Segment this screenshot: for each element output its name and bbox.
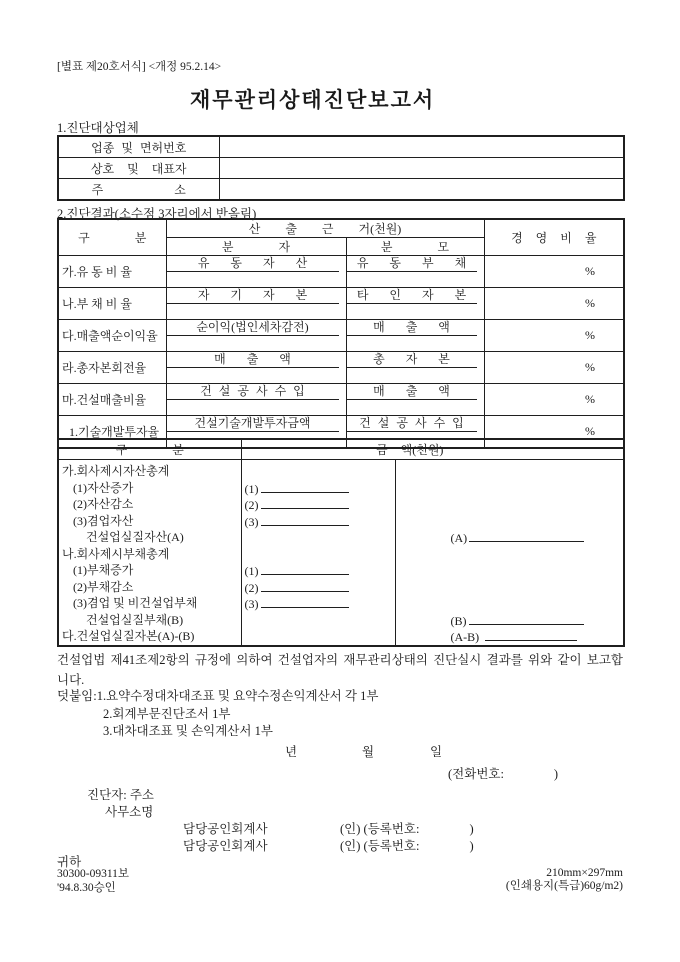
accountant-name: 담당공인회계사 [183,839,268,853]
category-header: 구 분 [58,439,241,460]
denominator-blank [347,336,484,351]
numerator-label: 매 출 액 [167,352,339,368]
amount-line-label: (1)자산증가 [73,480,134,495]
blank-line [261,496,349,509]
numerator-label: 순이익(법인세차감전) [167,320,339,336]
amounts-body-row [58,460,624,646]
percent-cell: % [484,352,624,384]
denominator-blank [347,304,484,319]
denominator-cell [346,384,484,416]
numerator-label: 건설기술개발투자금액 [167,416,339,432]
blank-line [261,513,349,526]
fill-in-line: (2) [242,579,395,596]
office-name-label: 사무소명 [105,805,154,819]
accountant-name: 담당공인회계사 [183,822,268,836]
page-title: 재무관리상태진단보고서 [190,88,436,112]
ratio-label: 1.기술개발투자율 [58,416,166,449]
diagnosis-ratio-table [57,218,625,449]
ratio-label: 다.매출액순이익율 [58,320,166,352]
amounts-table [57,438,625,647]
numerator-label: 자 기 자 본 [167,288,339,304]
denominator-cell [346,320,484,352]
company-value-cell [219,158,624,179]
document-number: 30300-09311보 [57,868,130,880]
date-month-label: 월 [362,745,375,759]
blank-line [469,529,584,542]
ratio-row-profit [58,320,624,352]
accountant-seal-regno: (인) (등록번호: ) [340,839,474,853]
percent-cell: % [484,320,624,352]
denominator-blank [347,400,484,415]
blank-line [469,612,584,625]
ratio-row-construction-sales [58,384,624,416]
license-value-cell [219,136,624,158]
amount-header: 금 액(천원) [241,439,624,460]
ratio-label: 마.건설매출비율 [58,384,166,416]
form-code: [별표 제20호서식] <개정 95.2.14> [57,61,222,73]
numerator-cell [166,288,346,320]
fill-in-line: (1) [242,480,395,497]
closing-statement: 건설업법 제41조제2항의 규정에 의하여 건설업자의 재무관리상태의 진단실시 결과를 위와 같이 보고합니다. [57,653,623,687]
amount-line-label: 건설업실질부채(B) [86,612,184,627]
fill-in-line: (3) [242,595,395,612]
percent-cell: % [484,384,624,416]
amounts-mid-column [241,460,395,646]
fill-in-line: (2) [242,496,395,513]
numerator-label: 건 설 공 사 수 입 [167,384,339,400]
ratio-row-current [58,256,624,288]
denominator-cell [346,288,484,320]
denominator-label: 유 동 부 채 [347,256,477,272]
ratio-label: 가.유 동 비 율 [58,256,166,288]
amount-line-label: (2)부채감소 [73,579,134,594]
numerator-blank [167,400,346,415]
numerator-header: 분 자 [166,238,346,256]
address-label: 주 소 [58,179,219,201]
table-header-row [58,439,624,460]
attachment-item: 2.회계부문진단조서 1부 [103,706,231,721]
blank-line [261,595,349,608]
fill-in-line: (A-B) [396,628,624,645]
numerator-cell [166,256,346,288]
denominator-header: 분 모 [346,238,484,256]
numerator-label: 유 동 자 산 [167,256,339,272]
numerator-blank [167,304,346,319]
denominator-label: 타 인 자 본 [347,288,477,304]
fill-in-line: (B) [396,612,624,629]
section2-heading: 2.진단결과(소수점 3자리에서 반올림) [57,207,257,221]
numerator-cell [166,384,346,416]
amounts-right-column [395,460,624,646]
ratio-header: 경 영 비 율 [484,219,624,256]
amount-line-label: 나.회사제시부채총계 [62,546,170,561]
fill-in-line: (A) [396,529,624,546]
numerator-cell [166,320,346,352]
numerator-blank [167,368,346,383]
blank-line [261,579,349,592]
ratio-label: 나.부 채 비 율 [58,288,166,320]
table-row [58,136,624,158]
accountant-seal-regno: (인) (등록번호: ) [340,822,474,836]
table-header-row [58,219,624,238]
attachment-item: 3.대차대조표 및 손익계산서 1부 [103,724,273,738]
address-value-cell [219,179,624,201]
amount-line-label: (3)겸업 및 비건설업부채 [73,596,198,610]
denominator-label: 매 출 액 [347,320,477,336]
amount-line-label: (3)겸업자산 [73,513,134,528]
date-year-label: 년 [285,745,298,759]
percent-cell: % [484,256,624,288]
approval-date: '94.8.30승인 [57,882,116,894]
denominator-cell [346,256,484,288]
amount-line-label: (2)자산감소 [73,497,134,511]
fill-in-line: (3) [242,513,395,530]
paper-spec: (인쇄용지(특급)60g/m2) [505,880,623,892]
basis-header: 산 출 근 거(천원) [166,219,484,238]
amount-line-label: 가.회사제시자산총계 [62,464,170,478]
diagnoser-address-label: 진단자: 주소 [87,788,154,802]
numerator-cell [166,352,346,384]
percent-cell: % [484,416,624,449]
date-day-label: 일 [430,745,443,759]
phone-number-field: (전화번호: ) [448,767,559,781]
amount-line-label: 건설업실질자산(A) [86,530,184,544]
table-row [58,179,624,201]
denominator-blank [347,272,484,287]
attachment-item: 덧붙임:1.요약수정대차대조표 및 요약수정손익계산서 각 1부 [57,689,379,703]
blank-line [261,480,349,493]
amounts-label-column [58,460,241,646]
table-row [58,158,624,179]
company-label: 상호 및 대표자 [58,158,219,179]
numerator-blank [167,336,346,351]
amount-line-label: (1)부채증가 [73,563,134,577]
blank-line [485,628,577,641]
numerator-blank [167,272,346,287]
percent-cell: % [484,288,624,320]
denominator-label: 매 출 액 [347,384,477,400]
amount-line-label: 다.건설업실질자본(A)-(B) [62,629,195,643]
ratio-row-debt [58,288,624,320]
attachments-list [57,688,378,741]
business-info-table [57,135,625,201]
denominator-cell [346,352,484,384]
denominator-label: 건 설 공 사 수 입 [347,416,477,432]
ratio-row-turnover [58,352,624,384]
recipient-label: 귀하 [57,855,82,869]
denominator-label: 총 자 본 [347,352,477,368]
category-header: 구 분 [58,219,166,256]
paper-size: 210mm×297mm [546,867,623,879]
section1-heading: 1.진단대상업체 [57,121,139,135]
blank-line [261,562,349,575]
ratio-label: 라.총자본회전율 [58,352,166,384]
fill-in-line: (1) [242,562,395,579]
license-label: 업종 및 면허번호 [58,136,219,158]
denominator-blank [347,368,484,383]
